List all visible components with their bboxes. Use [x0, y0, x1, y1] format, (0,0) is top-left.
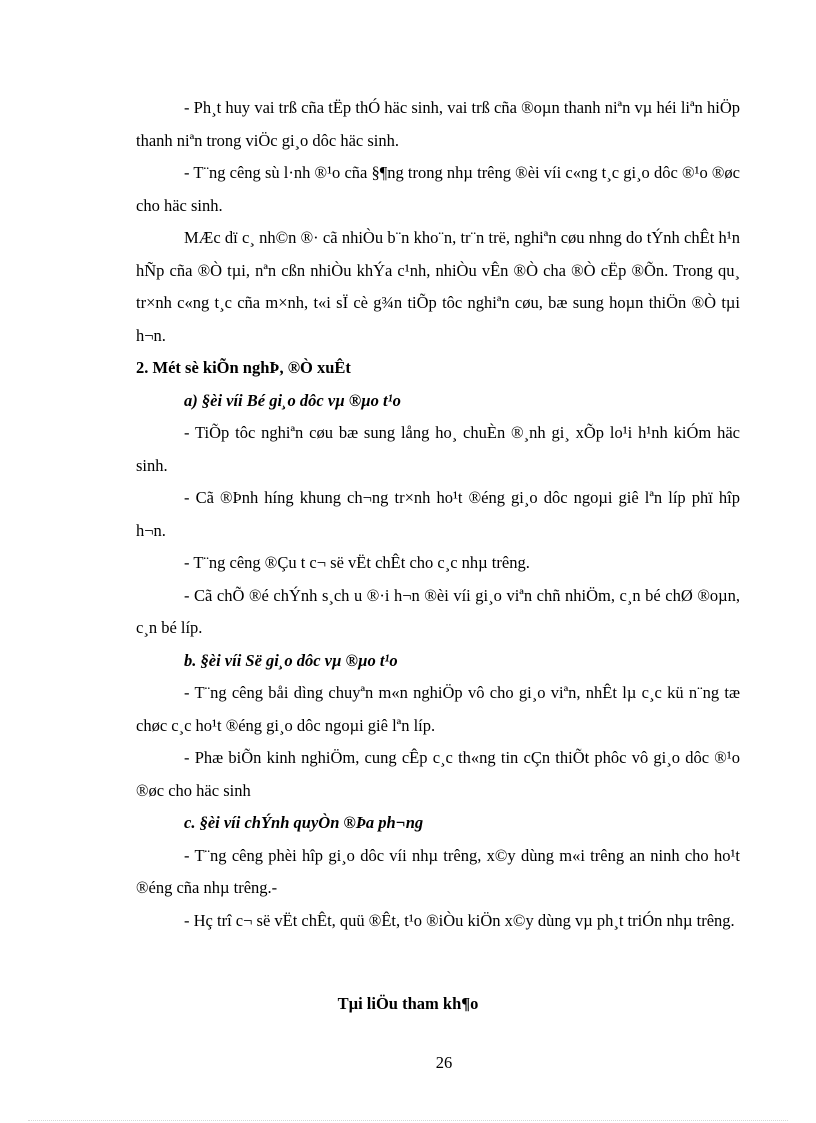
- footer-divider: [28, 1120, 788, 1121]
- list-item: - T¨ng cêng phèi hîp gi¸o dôc víi nhµ trêng, x©y dùng m«i trêng an ninh cho ho¹t ®éng cña nhµ trêng.-: [136, 845, 740, 897]
- page-number: 26: [435, 1053, 453, 1072]
- paragraph-student-collective: - Ph¸t huy vai trß cña tËp thÓ häc sinh, vai trß cña ®oµn thanh niªn vµ héi liªn hiÖp thanh niªn trong viÖc gi¸o dôc häc sinh.: [136, 98, 740, 150]
- list-item: - Hç trî c¬ së vËt chÊt, quü ®Êt, t¹o ®iÒu kiÖn x©y dùng vµ ph¸t triÓn nhµ trêng.: [184, 910, 735, 930]
- subheading-ministry: a) §èi víi Bé gi¸o dôc vµ ®µo t¹o: [184, 390, 401, 410]
- list-item: - TiÕp tôc nghiªn cøu bæ sung lång ho¸ chuÈn ®¸nh gi¸ xÕp lo¹i h¹nh kiÓm häc sinh.: [136, 423, 740, 475]
- references-title: Tµi liÖu tham kh¶o: [337, 994, 479, 1013]
- subheading-local-government: c. §èi víi chÝnh quyÒn ®Þa ph¬ng: [184, 813, 424, 832]
- list-item: - Cã ®Þnh híng khung ch¬ng tr×nh ho¹t ®éng gi¸o dôc ngoµi giê lªn líp phï hîp h¬n.: [136, 488, 740, 540]
- subheading-department: b. §èi víi Së gi¸o dôc vµ ®µo t¹o: [184, 650, 398, 670]
- list-item: - T¨ng cêng ®Çu t c¬ së vËt chÊt cho c¸c nhµ trêng.: [184, 553, 530, 572]
- section-heading-recommendations: 2. Mét sè kiÕn nghÞ, ®Ò xuÊt: [136, 358, 351, 377]
- body-text: [136, 92, 740, 937]
- list-item: - Phæ biÕn kinh nghiÖm, cung cÊp c¸c th«ng tin cÇn thiÕt phôc vô gi¸o dôc ®¹o ®øc cho häc sinh: [136, 748, 740, 800]
- list-item: - Cã chÕ ®é chÝnh s¸ch u ®·i h¬n ®èi víi gi¸o viªn chñ nhiÖm, c¸n bé chØ ®oµn, c¸n bé líp.: [136, 585, 740, 637]
- list-item: - T¨ng cêng båi dìng chuyªn m«n nghiÖp vô cho gi¸o viªn, nhÊt lµ c¸c kü n¨ng tæ chøc c¸c ho¹t ®éng gi¸o dôc ngoµi giê lªn líp.: [136, 683, 740, 735]
- paragraph-personal-note: MÆc dï c¸ nh©n ®· cã nhiÒu b¨n kho¨n, tr¨n trë, nghiªn cøu nhng do tÝnh chÊt h¹n hÑp cña ®Ò tµi, nªn cßn nhiÒu khÝa c¹nh, nhiÒu vÊn ®Ò cha ®Ò cËp ®Õn. Trong qu¸ tr×nh c«ng t¸c cña m×nh, t«i sÏ cè g¾n tiÕp tôc nghiªn cøu, bæ sung hoµn thiÖn ®Ò tµi h¬n.: [136, 228, 740, 345]
- paragraph-party-leadership: - T¨ng cêng sù l·nh ®¹o cña §¶ng trong nhµ trêng ®èi víi c«ng t¸c gi¸o dôc ®¹o ®øc cho häc sinh.: [136, 163, 740, 215]
